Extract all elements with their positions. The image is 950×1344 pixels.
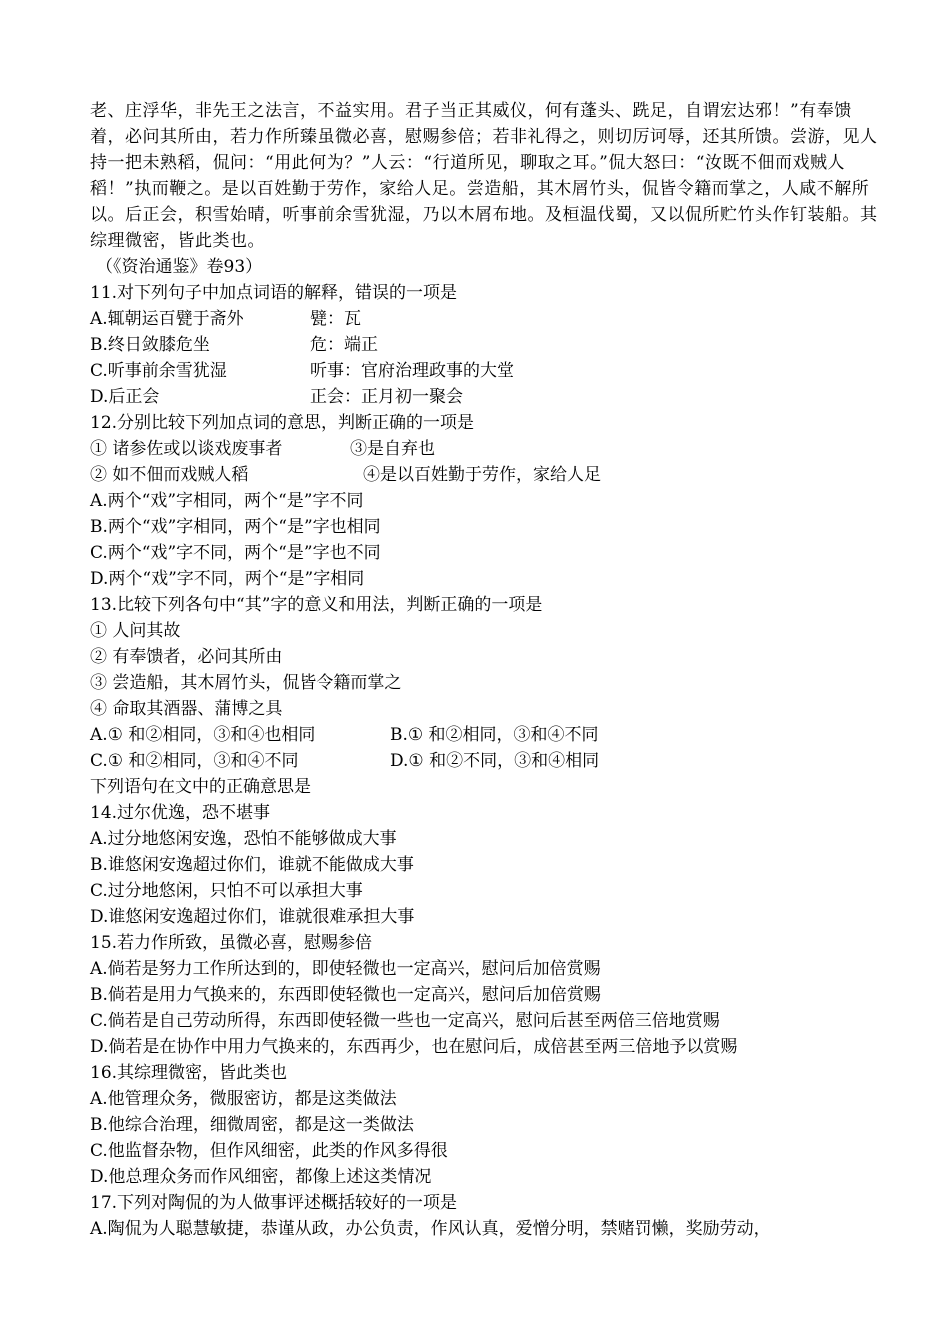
q15-option-b: B.倘若是用力气换来的，东西即使轻微也一定高兴，慰问后加倍赏赐 bbox=[90, 985, 601, 1005]
q16-stem: 16.其综理微密，皆此类也 bbox=[90, 1063, 288, 1083]
q11-option-b bbox=[90, 332, 880, 358]
q16-option-a: A.他管理众务，微服密访，都是这类做法 bbox=[90, 1089, 397, 1109]
q14-option-d: D.谁悠闲安逸超过你们，谁就很难承担大事 bbox=[90, 907, 415, 927]
q14-option-a: A.过分地悠闲安逸，恐怕不能够做成大事 bbox=[90, 829, 397, 849]
passage-text: 老、庄浮华，非先王之法言，不益实用。君子当正其威仪，何有蓬头、跣足，自谓宏达邪！”有奉馈着，必问其所由，若力作所臻虽微必喜，慰赐参倍；若非礼得之，则切厉诃辱，还其所馈。尝游，见人持一把未熟稻，侃问：“用此何为？”人云：“行道所见，聊取之耳。”侃大怒曰：“汝既不佃而戏贼人稻！”执而鞭之。是以百姓勤于劳作，家给人足。尝造船，其木屑竹头，侃皆令籍而掌之，人咸不解所以。后正会，积雪始晴，听事前余雪犹湿，乃以木屑布地。及桓温伐蜀，又以侃所贮竹头作钉装船。其综理微密，皆此类也。 bbox=[90, 101, 878, 251]
q16-option-c: C.他监督杂物，但作风细密，此类的作风多得很 bbox=[90, 1141, 448, 1161]
q17-option-a: A.陶侃为人聪慧敏捷，恭谨从政，办公负责，作风认真，爱憎分明，禁赌罚懒，奖励劳动， bbox=[90, 1219, 771, 1239]
q15-stem: 15.若力作所致，虽微必喜，慰赐参倍 bbox=[90, 933, 373, 953]
q11-option-a bbox=[90, 306, 880, 332]
q13-option-c: C.① 和②相同，③和④不同 bbox=[90, 751, 299, 771]
option-sentence: B.终日敛膝危坐 bbox=[90, 335, 210, 355]
q12-item-1: ① 诸参佐或以谈戏废事者 bbox=[90, 439, 283, 459]
q12-option-a: A.两个“戏”字相同，两个“是”字不同 bbox=[90, 491, 364, 511]
q13-stem: 13.比较下列各句中“其”字的意义和用法，判断正确的一项是 bbox=[90, 595, 543, 615]
q17-stem: 17.下列对陶侃的为人做事评述概括较好的一项是 bbox=[90, 1193, 458, 1213]
q13-option-a: A.① 和②相同，③和④也相同 bbox=[90, 725, 316, 745]
option-sentence: C.听事前余雪犹湿 bbox=[90, 361, 227, 381]
option-sentence: D.后正会 bbox=[90, 387, 160, 407]
q13-option-b: B.① 和②相同，③和④不同 bbox=[390, 725, 599, 745]
q13-item-2: ② 有奉馈者，必问其所由 bbox=[90, 647, 283, 667]
option-gloss: 正会：正月初一聚会 bbox=[310, 387, 463, 407]
option-gloss: 危：端正 bbox=[310, 335, 378, 355]
q16-option-b: B.他综合治理，细微周密，都是这一类做法 bbox=[90, 1115, 414, 1135]
q12-item-4: ④是以百姓勤于劳作，家给人足 bbox=[363, 465, 601, 485]
q13-options-row bbox=[90, 722, 880, 748]
q15-option-d: D.倘若是在协作中用力气换来的，东西再少，也在慰问后，成倍甚至两三倍地予以赏赐 bbox=[90, 1037, 738, 1057]
q13-option-d: D.① 和②不同，③和④相同 bbox=[390, 751, 600, 771]
q12-option-c: C.两个“戏”字不同，两个“是”字也不同 bbox=[90, 543, 381, 563]
q11-option-c bbox=[90, 358, 880, 384]
q12-option-b: B.两个“戏”字相同，两个“是”字也相同 bbox=[90, 517, 381, 537]
section-intro: 下列语句在文中的正确意思是 bbox=[90, 777, 311, 797]
q13-item-3: ③ 尝造船，其木屑竹头，侃皆令籍而掌之 bbox=[90, 673, 402, 693]
q12-item-3: ③是自弃也 bbox=[350, 439, 435, 459]
q12-item-row bbox=[90, 436, 880, 462]
q13-options-row bbox=[90, 748, 880, 774]
exam-page bbox=[90, 98, 880, 1242]
q15-option-a: A.倘若是努力工作所达到的，即使轻微也一定高兴，慰问后加倍赏赐 bbox=[90, 959, 601, 979]
q12-item-row bbox=[90, 462, 880, 488]
q13-item-1: ① 人问其故 bbox=[90, 621, 181, 641]
q13-item-4: ④ 命取其酒器、蒲博之具 bbox=[90, 699, 283, 719]
q15-option-c: C.倘若是自己劳动所得，东西即使轻微一些也一定高兴，慰问后甚至两倍三倍地赏赐 bbox=[90, 1011, 720, 1031]
q12-option-d: D.两个“戏”字不同，两个“是”字相同 bbox=[90, 569, 365, 589]
q12-item-2: ② 如不佃而戏贼人稻 bbox=[90, 465, 249, 485]
q14-option-b: B.谁悠闲安逸超过你们，谁就不能做成大事 bbox=[90, 855, 414, 875]
q14-stem: 14.过尔优逸，恐不堪事 bbox=[90, 803, 271, 823]
q11-stem: 11.对下列句子中加点词语的解释，错误的一项是 bbox=[90, 283, 458, 303]
passage-source: （《资治通鉴》卷93） bbox=[96, 257, 263, 277]
q12-stem: 12.分别比较下列加点词的意思，判断正确的一项是 bbox=[90, 413, 475, 433]
option-gloss: 甓：瓦 bbox=[310, 309, 361, 329]
option-gloss: 听事：官府治理政事的大堂 bbox=[310, 361, 514, 381]
q11-option-d bbox=[90, 384, 880, 410]
q14-option-c: C.过分地悠闲，只怕不可以承担大事 bbox=[90, 881, 363, 901]
option-sentence: A.辄朝运百甓于斋外 bbox=[90, 309, 244, 329]
q16-option-d: D.他总理众务而作风细密，都像上述这类情况 bbox=[90, 1167, 432, 1187]
